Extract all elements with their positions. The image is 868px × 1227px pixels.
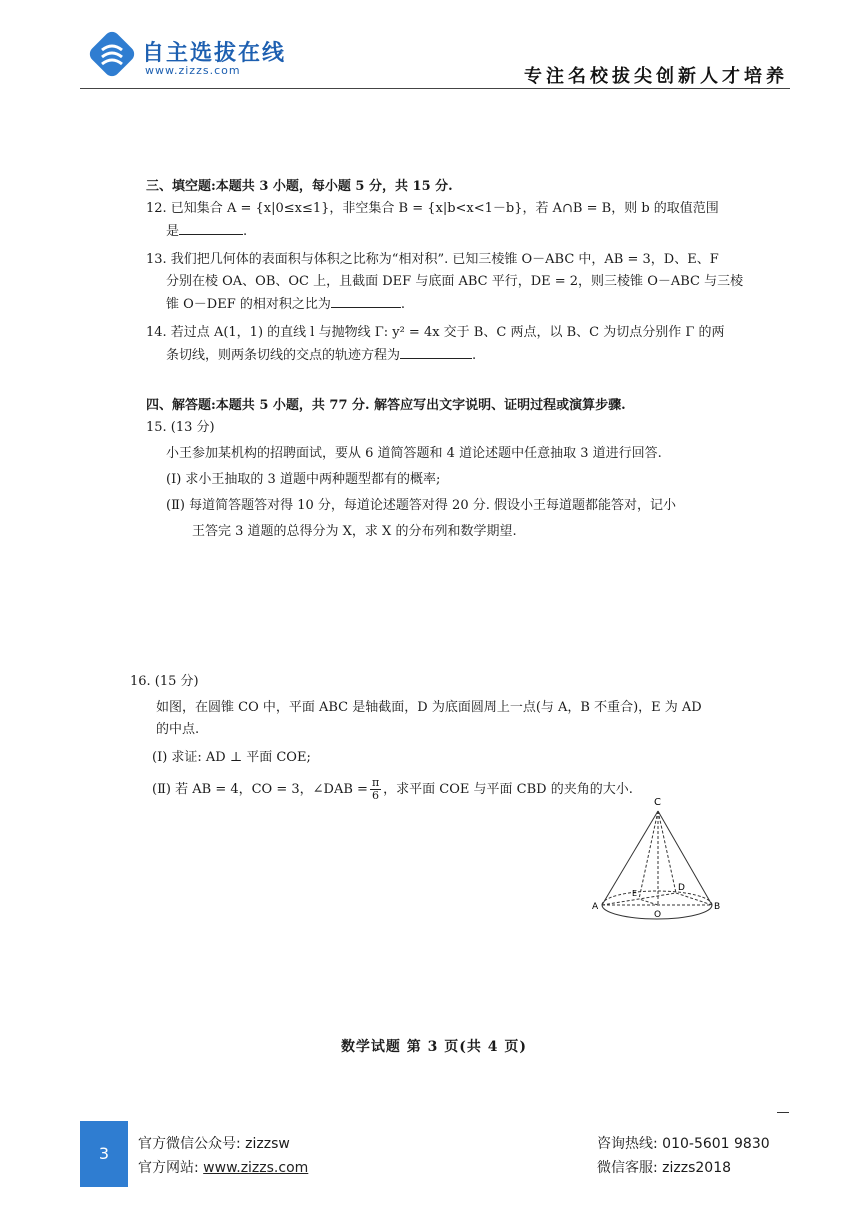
header-divider [80, 88, 790, 89]
question-13-text: 锥 O－DEF 的相对积之比为 [166, 297, 331, 312]
answer-blank-13 [331, 293, 401, 308]
question-13-line2: 分别在棱 OA、OB、OC 上，且截面 DEF 与底面 ABC 平行，DE = 2，则三棱锥 O－ABC 与三棱 [166, 274, 744, 289]
base-back-arc [602, 891, 712, 905]
question-12-line2: 是 . [146, 220, 766, 243]
page-number-badge: 3 [80, 1121, 128, 1187]
answer-blank-14 [400, 344, 472, 359]
question-14-text: 条切线，则两条切线的交点的轨迹方程为 [166, 348, 401, 363]
question-15-part2-line2: 王答完 3 道题的总得分为 X，求 X 的分布列和数学期望. [192, 524, 517, 539]
label-c: C [654, 797, 661, 808]
question-13-line1: 13. 我们把几何体的表面积与体积之比称为“相对积”. 已知三棱锥 O－ABC 中，AB = 3，D、E、F [146, 252, 719, 267]
site-label: 官方网站: [138, 1160, 204, 1176]
question-15-part2-line1: (Ⅱ) 每道简答题答对得 10 分，每道论述题答对得 20 分. 假设小王每道题都能答对，记小 [166, 498, 676, 513]
page-footer-title: 数学试题 第 3 页(共 4 页) [340, 1039, 528, 1055]
section4-title: 四、解答题:本题共 5 小题，共 77 分. 解答应写出文字说明、证明过程或演算步骤. [146, 398, 626, 413]
label-e: E [632, 889, 638, 898]
footer-left [138, 1132, 308, 1180]
question-16-part2-pre: (Ⅱ) 若 AB = 4，CO = 3，∠DAB = [152, 782, 368, 797]
section3-title: 三、填空题:本题共 3 小题，每小题 5 分，共 15 分. [146, 179, 453, 194]
fraction-numerator: π [371, 776, 380, 789]
exam-content [130, 176, 766, 802]
question-16-header: 16. (15 分) [130, 674, 199, 689]
question-16-part1: (Ⅰ) 求证: AD ⊥ 平面 COE; [152, 750, 311, 765]
footer-right [597, 1132, 770, 1180]
label-a: A [592, 902, 599, 912]
header-slogan: 专注名校拔尖创新人才培养 [524, 66, 788, 87]
site-link[interactable]: www.zizzs.com [203, 1160, 309, 1176]
page-header [0, 0, 868, 92]
cone-edge-right [658, 811, 712, 905]
cone-diagram [592, 795, 722, 930]
question-16-intro-line1: 如图，在圆锥 CO 中，平面 ABC 是轴截面，D 为底面圆周上一点(与 A，B 不重合)，E 为 AD [156, 700, 702, 715]
label-o: O [654, 910, 662, 920]
brand-name: 自主选拔在线 [142, 41, 287, 66]
label-b: B [714, 902, 721, 912]
question-12-line1: 12. 已知集合 A = {x|0≤x≤1}，非空集合 B = {x|b<x<1－b}，若 A∩B = B，则 b 的取值范围 [146, 201, 719, 216]
question-15-part1: (Ⅰ) 求小王抽取的 3 道题中两种题型都有的概率; [166, 472, 441, 487]
question-12-text: 是 [166, 224, 180, 239]
wechat-service: 微信客服: zizzs2018 [597, 1160, 732, 1176]
question-14-line2: 条切线，则两条切线的交点的轨迹方程为 . [146, 344, 766, 367]
question-14-line1: 14. 若过点 A(1，1) 的直线 l 与抛物线 Γ: y² = 4x 交于 B、C 两点，以 B、C 为切点分别作 Γ 的两 [146, 325, 725, 340]
answer-blank-12 [179, 220, 243, 235]
hotline: 咨询热线: 010-5601 9830 [597, 1136, 770, 1152]
question-16-intro-line2: 的中点. [156, 722, 200, 737]
question-15-header: 15. (13 分) [146, 420, 215, 435]
segment-ce [639, 811, 658, 899]
fraction-denominator: 6 [372, 789, 380, 802]
segment-cd [658, 811, 676, 893]
corner-mark [777, 1112, 789, 1113]
official-site [138, 1156, 308, 1180]
brand-logo-icon [88, 30, 136, 78]
question-16-part2-post: ，求平面 COE 与平面 CBD 的夹角的大小. [383, 782, 633, 797]
segment-oe [639, 899, 658, 905]
wechat-account: 官方微信公众号: zizzsw [138, 1136, 290, 1152]
question-15-intro: 小王参加某机构的招聘面试，要从 6 道简答题和 4 道论述题中任意抽取 3 道进行回答. [166, 446, 662, 461]
question-13-line3: 锥 O－DEF 的相对积之比为 . [146, 293, 766, 316]
brand-url[interactable]: www.zizzs.com [145, 64, 241, 77]
pi-over-six-fraction [370, 777, 381, 802]
label-d: D [678, 883, 685, 893]
